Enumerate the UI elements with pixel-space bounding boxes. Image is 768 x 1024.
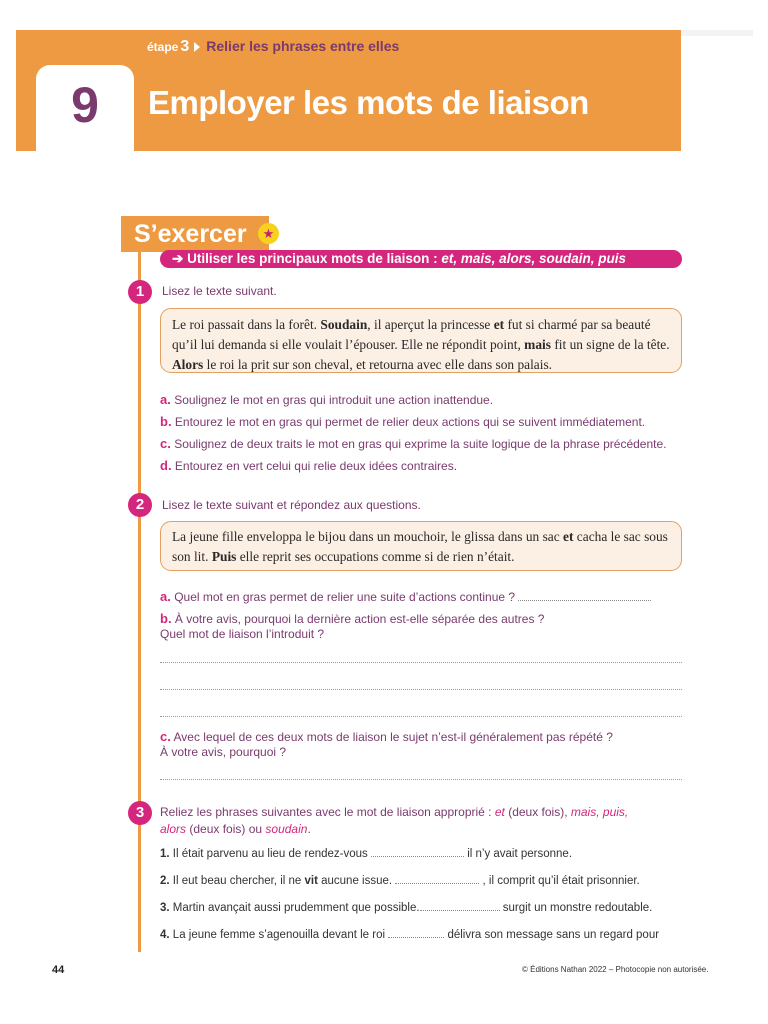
item-text: Quel mot en gras permet de relier une suite d’actions continue ?	[174, 590, 516, 604]
ex1-text-box	[160, 308, 682, 373]
instr-text: Reliez les phrases suivantes avec le mot de liaison approprié :	[160, 805, 495, 819]
answer-dotted-line[interactable]	[160, 662, 682, 663]
chapter-title: Employer les mots de liaison	[148, 84, 589, 121]
answer-dotted-line[interactable]	[420, 909, 500, 911]
instr-text: .	[307, 822, 311, 836]
answer-dotted-line[interactable]	[395, 882, 479, 884]
ex1-item-c	[160, 436, 685, 451]
ex1-item-d	[160, 458, 685, 473]
sentence-text: La jeune femme s’agenouilla devant le roi	[172, 929, 386, 941]
star-icon: ★	[258, 223, 279, 244]
ex2-question-b	[160, 611, 685, 626]
instr-text: (deux fois) ou	[186, 822, 266, 836]
answer-dotted-line[interactable]	[371, 855, 464, 857]
item-letter: a.	[160, 392, 171, 407]
answer-dotted-line[interactable]	[160, 779, 682, 780]
item-letter: c.	[160, 729, 171, 744]
objective-prefix: Utiliser les principaux mots de liaison :	[187, 251, 442, 266]
left-vertical-rule	[138, 247, 141, 952]
objective-words: et, mais, alors, soudain, puis	[441, 251, 626, 266]
chapter-subtitle: Relier les phrases entre elles	[206, 38, 400, 54]
sentence-text: surgit un monstre redoutable.	[502, 902, 653, 914]
item-text: Soulignez de deux traits le mot en gras qui exprime la suite logique de la phrase précédente.	[174, 437, 667, 451]
item-letter: c.	[160, 436, 171, 451]
sentence-text: Il eut beau chercher, il ne	[172, 875, 305, 887]
sentence-text: Il était parvenu au lieu de rendez-vous	[172, 848, 368, 860]
ex2-text-part: elle reprit ses occupations comme si de rien n’était.	[236, 549, 515, 564]
sentence-text: , il comprit qu’il était prisonnier.	[482, 875, 640, 887]
ex1-item-b	[160, 414, 685, 429]
etape-number: 3	[180, 38, 190, 55]
answer-dotted-line[interactable]	[518, 599, 651, 601]
ex2-question-a	[160, 589, 685, 604]
answer-dotted-line[interactable]	[388, 936, 444, 938]
corner-strip	[681, 30, 753, 36]
sentence-text: il n’y avait personne.	[467, 848, 573, 860]
sentence-number: 3.	[160, 902, 170, 914]
ex2-question-c	[160, 729, 685, 744]
ex2-text-box	[160, 521, 682, 571]
sentence-number: 4.	[160, 929, 170, 941]
ex3-sentence-2	[160, 875, 685, 887]
etape-label	[147, 38, 399, 56]
ex1-text-part: Le roi passait dans la forêt.	[172, 317, 321, 332]
exercise-number-2: 2	[128, 493, 152, 517]
ex3-instruction	[160, 804, 685, 838]
answer-dotted-line[interactable]	[160, 716, 682, 717]
item-letter: d.	[160, 458, 172, 473]
item-letter: b.	[160, 414, 172, 429]
page-number: 44	[52, 964, 65, 976]
sentence-number: 1.	[160, 848, 170, 860]
sentence-text: aucune issue.	[317, 875, 393, 887]
ex1-text-part: fit un signe de la tête.	[550, 337, 670, 352]
sentence-text: délivra son message sans un regard pour	[447, 929, 660, 941]
ex1-instruction: Lisez le texte suivant.	[162, 284, 277, 298]
instr-word: soudain	[265, 822, 308, 836]
ex1-item-a	[160, 392, 685, 407]
ex1-bold-word[interactable]: et	[493, 317, 505, 332]
ex1-bold-word[interactable]: Alors	[172, 357, 204, 372]
ex1-bold-word[interactable]: mais	[524, 337, 551, 352]
ex2-question-b-line2: Quel mot de liaison l’introduit ?	[160, 627, 325, 641]
etape-word: étape	[147, 40, 179, 54]
answer-dotted-line[interactable]	[160, 689, 682, 690]
exercise-number-3: 3	[128, 801, 152, 825]
ex2-text-part: cacha le sac sous son lit.	[172, 529, 668, 564]
exercise-number-1: 1	[128, 280, 152, 304]
ex3-sentence-3	[160, 902, 685, 914]
item-letter: a.	[160, 589, 171, 604]
ex2-text-part: La jeune fille enveloppa le bijou dans un mouchoir, le glissa dans un sac	[172, 529, 564, 544]
ex3-sentence-1	[160, 848, 685, 860]
ex1-bold-word[interactable]: Soudain	[320, 317, 368, 332]
section-title: S’exercer	[121, 216, 269, 252]
ex2-bold-word[interactable]: et	[563, 529, 574, 544]
instr-word: alors	[160, 822, 187, 836]
arrow-right-icon: ➔	[172, 251, 184, 266]
ex1-text-part: , il aperçut la princesse	[367, 317, 494, 332]
triangle-right-icon	[194, 42, 200, 52]
item-text: À votre avis, pourquoi la dernière action est-elle séparée des autres ?	[174, 612, 545, 626]
ex1-text-part: fut si charmé par sa beauté qu’il lui demanda si elle voulait l’épouser. Elle ne répondit point,	[172, 317, 651, 352]
instr-word: et	[494, 805, 505, 819]
item-text: Entourez le mot en gras qui permet de relier deux actions qui se suivent immédiatement.	[174, 415, 646, 429]
sentence-bold-word: vit	[304, 875, 318, 887]
sentence-text: Martin avançait aussi prudemment que possible.	[172, 902, 420, 914]
instr-text: (deux fois),	[504, 805, 571, 819]
copyright-notice: © Éditions Nathan 2022 – Photocopie non autorisée.	[522, 965, 709, 974]
item-text: Entourez en vert celui qui relie deux idées contraires.	[174, 459, 458, 473]
sentence-number: 2.	[160, 875, 170, 887]
item-text: Avec lequel de ces deux mots de liaison le sujet n’est-il généralement pas répété ?	[173, 730, 613, 744]
objective-banner	[160, 250, 682, 268]
chapter-number: 9	[71, 77, 99, 133]
item-text: Soulignez le mot en gras qui introduit une action inattendue.	[174, 393, 494, 407]
instr-word: mais, puis,	[570, 805, 629, 819]
ex3-sentence-4	[160, 929, 685, 941]
ex1-text-part: le roi la prit sur son cheval, et retourna avec elle dans son palais.	[203, 357, 553, 372]
ex2-question-c-line2: À votre avis, pourquoi ?	[160, 745, 287, 759]
ex2-bold-word[interactable]: Puis	[211, 549, 237, 564]
item-letter: b.	[160, 611, 172, 626]
ex2-instruction: Lisez le texte suivant et répondez aux questions.	[162, 498, 421, 512]
